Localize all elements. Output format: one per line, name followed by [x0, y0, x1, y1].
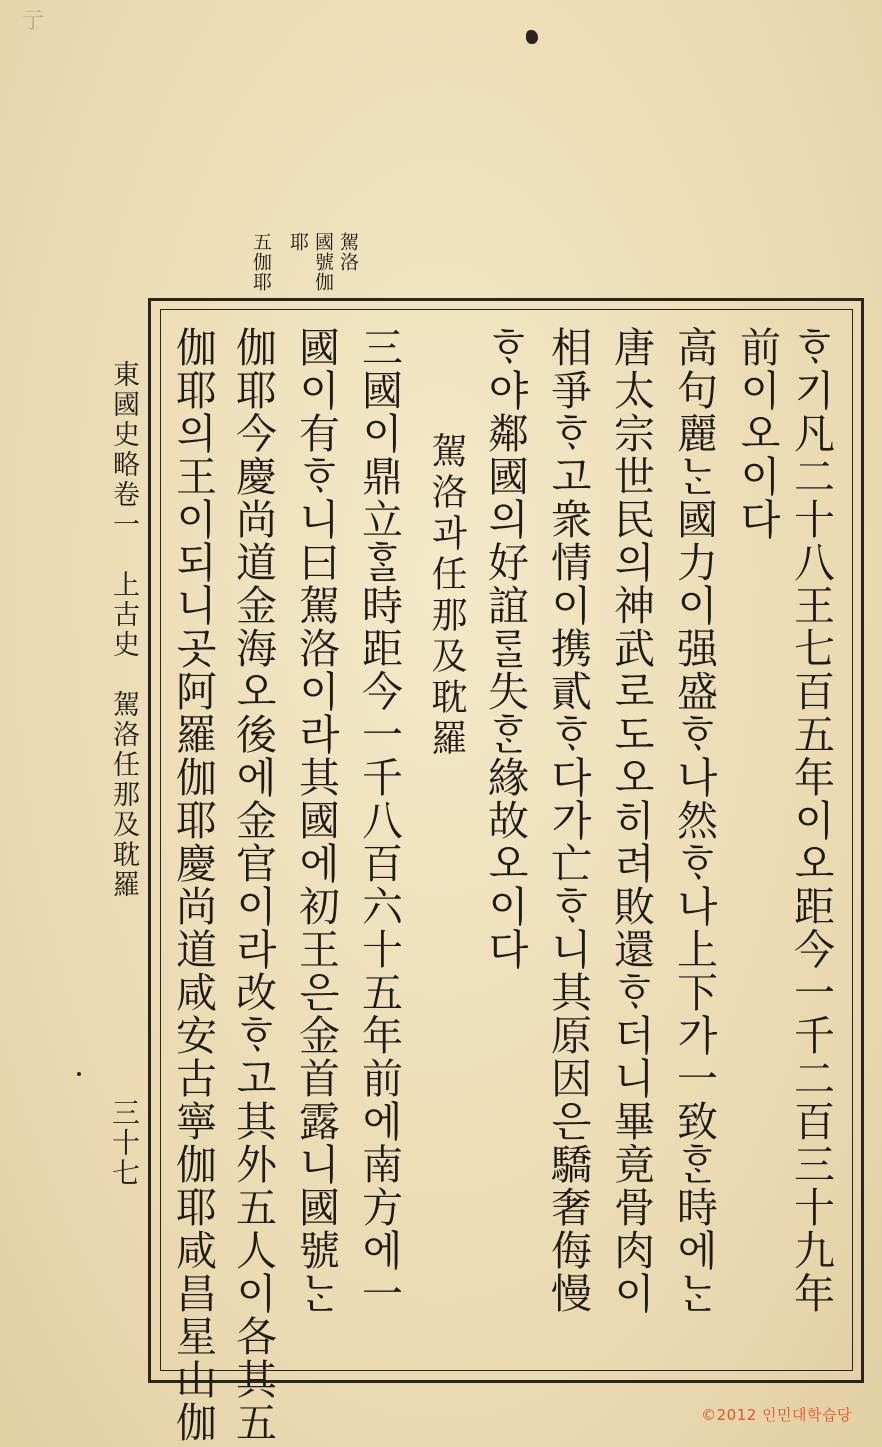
ink-mark	[526, 30, 538, 44]
margin-note-line-1: 駕洛	[337, 232, 359, 272]
margin-note-line-2: 國號伽	[312, 232, 334, 292]
text-column-2: 前이오이다	[733, 326, 781, 541]
text-column-8: 國이有ᄒᆞ니曰駕洛이라其國에初王은金首露니國號ᄂᆞᆫ	[292, 326, 340, 1315]
page-number: 三十七	[108, 1098, 141, 1188]
text-column-7: 三國이鼎立ᄒᆞᆯ時距今一千八百六十五年前에南方에一	[355, 326, 403, 1315]
ink-speck	[77, 1072, 81, 1076]
text-column-9: 伽耶今慶尚道金海오後에金官이라改ᄒᆞ고其外五人이各其五	[229, 326, 277, 1444]
text-column-3: 高句麗ᄂᆞᆫ國力이强盛ᄒᆞ나然ᄒᆞ나上下가一致ᄒᆞᆫ時에ᄂᆞᆫ	[670, 326, 718, 1315]
text-column-1: ᄒᆞ기凡二十八王七百五年이오距今一千二百三十九年	[787, 326, 835, 1315]
corner-mark: 亍	[22, 9, 45, 34]
running-head: 東國史略卷一 上古史 駕洛任那及耽羅	[108, 360, 139, 900]
text-column-6: ᄒᆞ야鄰國의好誼ᄅᆞᆯ失ᄒᆞᆫ緣故오이다	[481, 326, 529, 971]
text-column-4: 唐太宗世民의神武로도오히려敗還ᄒᆞ더니畢竟骨肉이	[607, 326, 655, 1315]
copyright-watermark: ©2012 인민대학습당	[701, 1406, 852, 1424]
text-column-5: 相爭ᄒᆞ고衆情이携貳ᄒᆞ다가亡ᄒᆞ니其原因은驕奢侮慢	[544, 326, 592, 1315]
margin-note-line-4: 五伽耶	[250, 232, 272, 292]
text-column-10: 伽耶의王이되니곳阿羅伽耶慶尚道咸安古寧伽耶咸昌星山伽	[169, 326, 217, 1444]
margin-note-line-3: 耶	[287, 232, 309, 252]
section-heading: 駕洛과任那及耽羅	[426, 432, 467, 760]
